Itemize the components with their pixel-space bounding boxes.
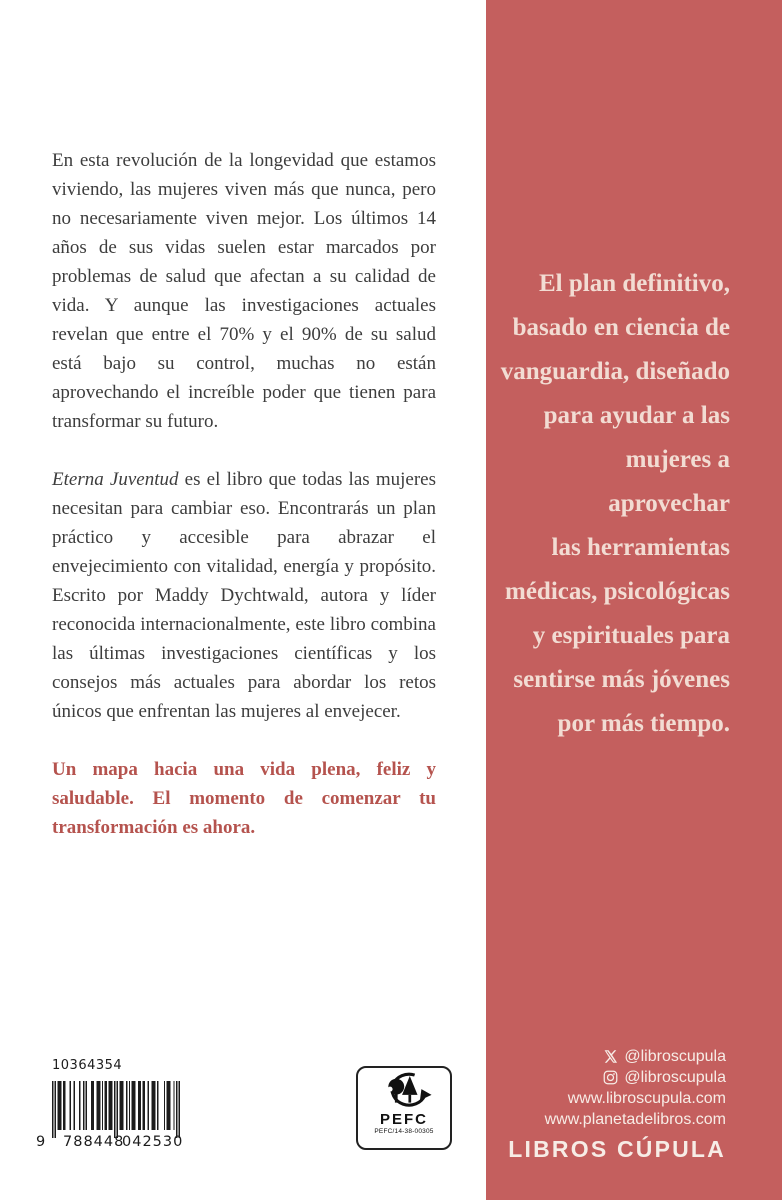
pefc-certificate-code: PEFC/14-38-00305 xyxy=(374,1128,434,1135)
x-handle[interactable] xyxy=(496,1046,726,1067)
quote-line: sentirse más jóvenes xyxy=(513,666,730,693)
instagram-handle-label: @libroscupula xyxy=(624,1069,726,1086)
quote-line: por más tiempo. xyxy=(557,710,730,737)
paragraph-intro: En esta revolución de la longevidad que estamos viviendo, las mujeres viven más que nunca, pero no necesariamente viven mejor. Los últimos 14 años de sus vidas suelen estar marcados por problemas de salud que afectan a su calidad de vida. Y aunque las investigaciones actuales revelan que entre el 70% y el 90% de su salud está bajo su control, muchas no están aprovechando el increíble poder que tienen para transformar su futuro. xyxy=(52,150,436,432)
book-title-italic: Eterna Juventud xyxy=(52,469,179,490)
barcode-block xyxy=(30,1058,190,1153)
publisher-website-link[interactable] xyxy=(496,1088,726,1109)
publisher-website-label: www.libroscupula.com xyxy=(567,1090,726,1107)
x-logo-icon xyxy=(603,1049,618,1064)
barcode xyxy=(52,1081,180,1138)
panel-quote xyxy=(498,262,730,746)
pefc-trees-icon xyxy=(358,1071,450,1112)
social-links xyxy=(496,1046,726,1162)
right-panel xyxy=(486,0,782,1200)
publisher-logo: LIBROS CÚPULA xyxy=(508,1136,726,1162)
quote-line: basado en ciencia de xyxy=(512,314,730,341)
quote-line: y espirituales para xyxy=(532,622,730,649)
paragraph-callout: Un mapa hacia una vida plena, feliz y saludable. El momento de comenzar tu transformación es ahora. xyxy=(52,759,436,838)
paragraph-about-book-rest: es el libro que todas las mujeres necesitan para cambiar eso. Encontrarás un plan práctico y accesible para abrazar el envejecimiento con vitalidad, energía y propósito. Escrito por Maddy Dychtwald, autora y líder reconocida internacionalmente, este libro combina las últimas investigaciones científicas y los consejos más actuales para abordar los retos únicos que enfrentan las mujeres al envejecer. xyxy=(52,469,436,722)
paragraph-about-book xyxy=(52,465,436,726)
x-handle-label: @libroscupula xyxy=(624,1048,726,1065)
quote-line: mujeres a aprovechar xyxy=(608,446,730,517)
article-number: 10364354 xyxy=(52,1058,123,1073)
quote-line: médicas, psicológicas xyxy=(505,578,730,605)
quote-line: las herramientas xyxy=(551,534,730,561)
quote-line: para ayudar a las xyxy=(543,402,730,429)
isbn-first-digit: 9 xyxy=(36,1134,47,1150)
instagram-handle[interactable] xyxy=(496,1067,726,1088)
planetadelibros-link[interactable] xyxy=(496,1109,726,1130)
pefc-name: PEFC xyxy=(379,1111,428,1128)
isbn-group-2: 042530 xyxy=(122,1134,184,1150)
instagram-icon xyxy=(603,1070,618,1085)
quote-line: vanguardia, diseñado xyxy=(500,358,730,385)
isbn-group-1: 788448 xyxy=(63,1134,125,1150)
pefc-label xyxy=(356,1066,452,1150)
planetadelibros-label: www.planetadelibros.com xyxy=(544,1111,726,1128)
back-cover-copy xyxy=(52,146,436,871)
quote-line: El plan definitivo, xyxy=(538,270,730,297)
